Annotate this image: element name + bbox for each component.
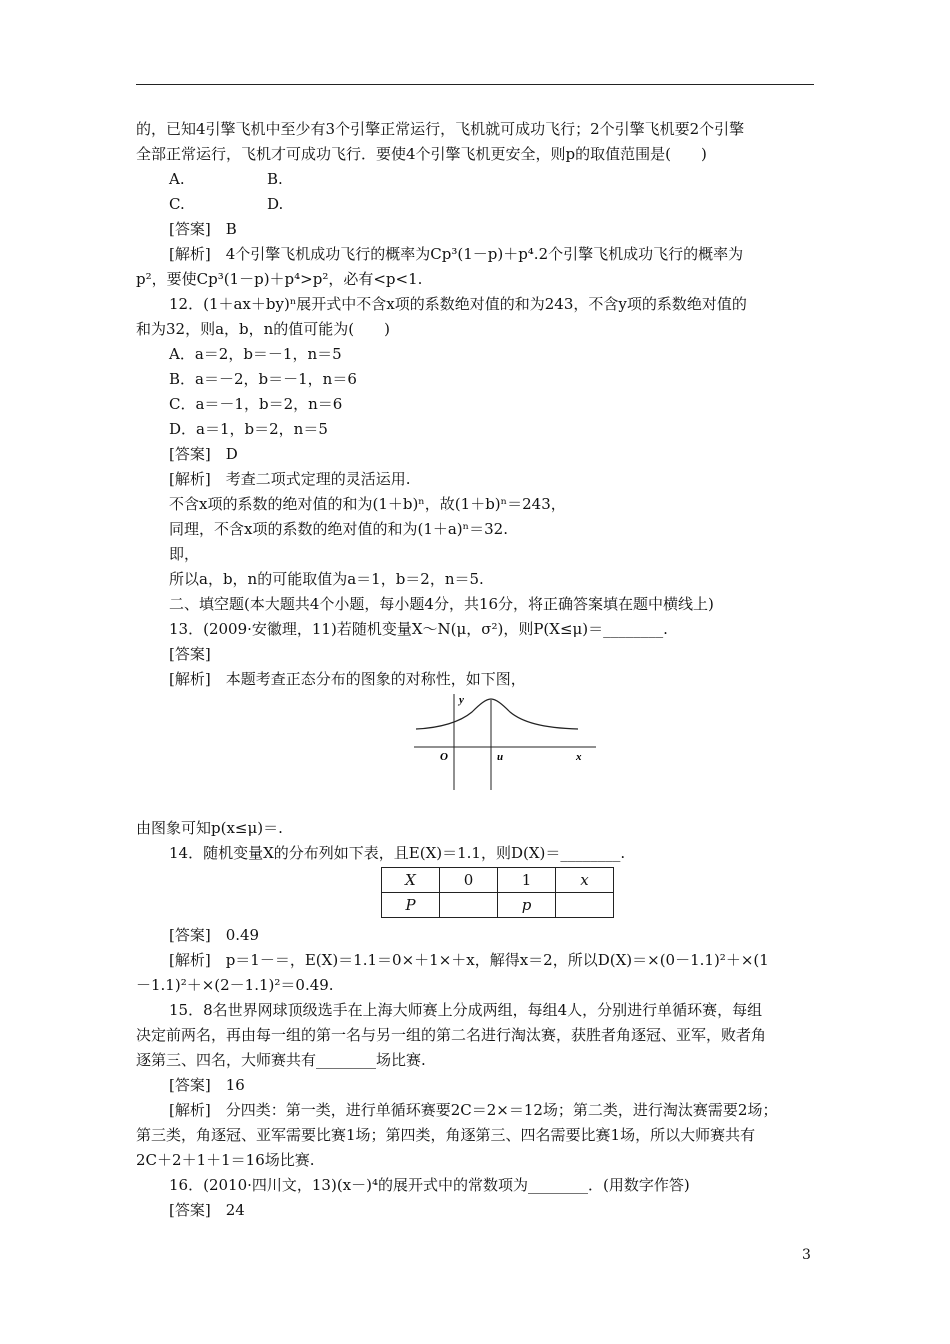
page-number: 3: [802, 1247, 811, 1263]
q15-stem-1: 15．8名世界网球顶级选手在上海大师赛上分成两组，每组4人，分别进行单循环赛，每组: [169, 1001, 763, 1019]
table-cell: x: [556, 868, 614, 893]
q11-option-a: A.: [169, 170, 185, 188]
q11-analysis-1: [解析] 4个引擎飞机成功飞行的概率为Cp³(1－p)＋p⁴.2个引擎飞机成功飞行的概率为: [169, 245, 744, 263]
q15-analysis-3: 2C＋2＋1＋1＝16场比赛.: [136, 1151, 315, 1169]
q11-option-b: B.: [267, 170, 283, 188]
q14-analysis-1: [解析] p＝1－＝，E(X)＝1.1＝0×＋1×＋x，解得x＝2，所以D(X)＝×(0－1.1)²＋×(1: [169, 951, 769, 969]
q12-stem-1: 12．(1＋ax＋by)ⁿ展开式中不含x项的系数绝对值的和为243，不含y项的系数绝对值的: [169, 295, 747, 313]
header-rule: [136, 84, 814, 85]
q15-stem-2: 决定前两名，再由每一组的第一名与另一组的第二名进行淘汰赛，获胜者角逐冠、亚军，败者角: [136, 1026, 767, 1044]
q12-answer: [答案] D: [169, 445, 238, 463]
normal-curve-graph: [410, 692, 600, 792]
q11-option-d: D.: [267, 195, 284, 213]
origin-label: O: [440, 751, 448, 763]
q14-stem: 14．随机变量X的分布列如下表，且E(X)＝1.1，则D(X)＝________.: [169, 844, 626, 862]
q14-table-wrap: [136, 867, 816, 923]
page-content: [136, 117, 816, 1223]
table-cell: P: [382, 893, 440, 918]
q16-stem: 16．(2010·四川文，13)(x－)⁴的展开式中的常数项为________．(用数字作答): [169, 1176, 690, 1194]
table-cell: X: [382, 868, 440, 893]
q11-option-c: C.: [169, 195, 185, 213]
q12-analysis-4: 即，: [169, 545, 200, 563]
q12-analysis-3: 同理，不含x项的系数的绝对值的和为(1＋a)ⁿ＝32.: [169, 520, 508, 538]
q15-stem-3: 逐第三、四名，大师赛共有________场比赛.: [136, 1051, 426, 1069]
q16-answer: [答案] 24: [169, 1201, 245, 1219]
normal-distribution-figure: [136, 692, 816, 816]
q13-analysis-1: [解析] 本题考查正态分布的图象的对称性，如下图，: [169, 670, 526, 688]
q14-analysis-2: －1.1)²＋×(2－1.1)²＝0.49.: [136, 976, 334, 994]
q11-stem-line-2: 全部正常运行，飞机才可成功飞行．要使4个引擎飞机更安全，则p的取值范围是( ): [136, 145, 707, 163]
q14-answer: [答案] 0.49: [169, 926, 260, 944]
q11-options-cd: [136, 192, 816, 217]
q12-option-d: D．a＝1，b＝2，n＝5: [169, 420, 328, 438]
normal-curve: [416, 699, 578, 729]
table-cell: p: [498, 893, 556, 918]
q12-option-a: A．a＝2，b＝－1，n＝5: [169, 345, 342, 363]
mean-label: u: [497, 751, 504, 763]
table-row: [382, 868, 614, 893]
table-row: [382, 893, 614, 918]
distribution-table: [381, 867, 614, 918]
q15-answer: [答案] 16: [169, 1076, 245, 1094]
q15-analysis-2: 第三类，角逐冠、亚军需要比赛1场；第四类，角逐第三、四名需要比赛1场，所以大师赛共有: [136, 1126, 756, 1144]
table-cell: [440, 893, 498, 918]
q13-analysis-2: 由图象可知p(x≤μ)＝.: [136, 819, 283, 837]
table-cell: 1: [498, 868, 556, 893]
section-2-heading: 二、填空题(本大题共4个小题，每小题4分，共16分，将正确答案填在题中横线上): [169, 595, 714, 613]
q15-analysis-1: [解析] 分四类：第一类，进行单循环赛要2C＝2×＝12场；第二类，进行淘汰赛需要2场；: [169, 1101, 778, 1119]
q13-answer: [答案]: [169, 645, 211, 663]
q12-analysis-5: 所以a，b，n的可能取值为a＝1，b＝2，n＝5.: [169, 570, 484, 588]
q12-analysis-2: 不含x项的系数的绝对值的和为(1＋b)ⁿ，故(1＋b)ⁿ＝243，: [169, 495, 566, 513]
q11-stem-line-1: 的，已知4引擎飞机中至少有3个引擎正常运行，飞机就可成功飞行；2个引擎飞机要2个引擎: [136, 120, 745, 138]
q12-stem-2: 和为32，则a，b，n的值可能为( ): [136, 320, 390, 338]
q12-option-b: B．a＝－2，b＝－1，n＝6: [169, 370, 357, 388]
q11-answer: [答案] B: [169, 220, 237, 238]
q13-stem: 13．(2009·安徽理，11)若随机变量X～N(μ，σ²)，则P(X≤μ)＝________.: [169, 620, 668, 638]
q11-analysis-2: p²，要使Cp³(1－p)＋p⁴>p²，必有<p<1.: [136, 270, 423, 288]
table-cell: [556, 893, 614, 918]
q11-options-ab: [136, 167, 816, 192]
x-axis-label: x: [576, 751, 582, 763]
q12-option-c: C．a＝－1，b＝2，n＝6: [169, 395, 343, 413]
table-cell: 0: [440, 868, 498, 893]
q12-analysis-1: [解析] 考查二项式定理的灵活运用.: [169, 470, 411, 488]
y-axis-label: y: [459, 694, 464, 706]
